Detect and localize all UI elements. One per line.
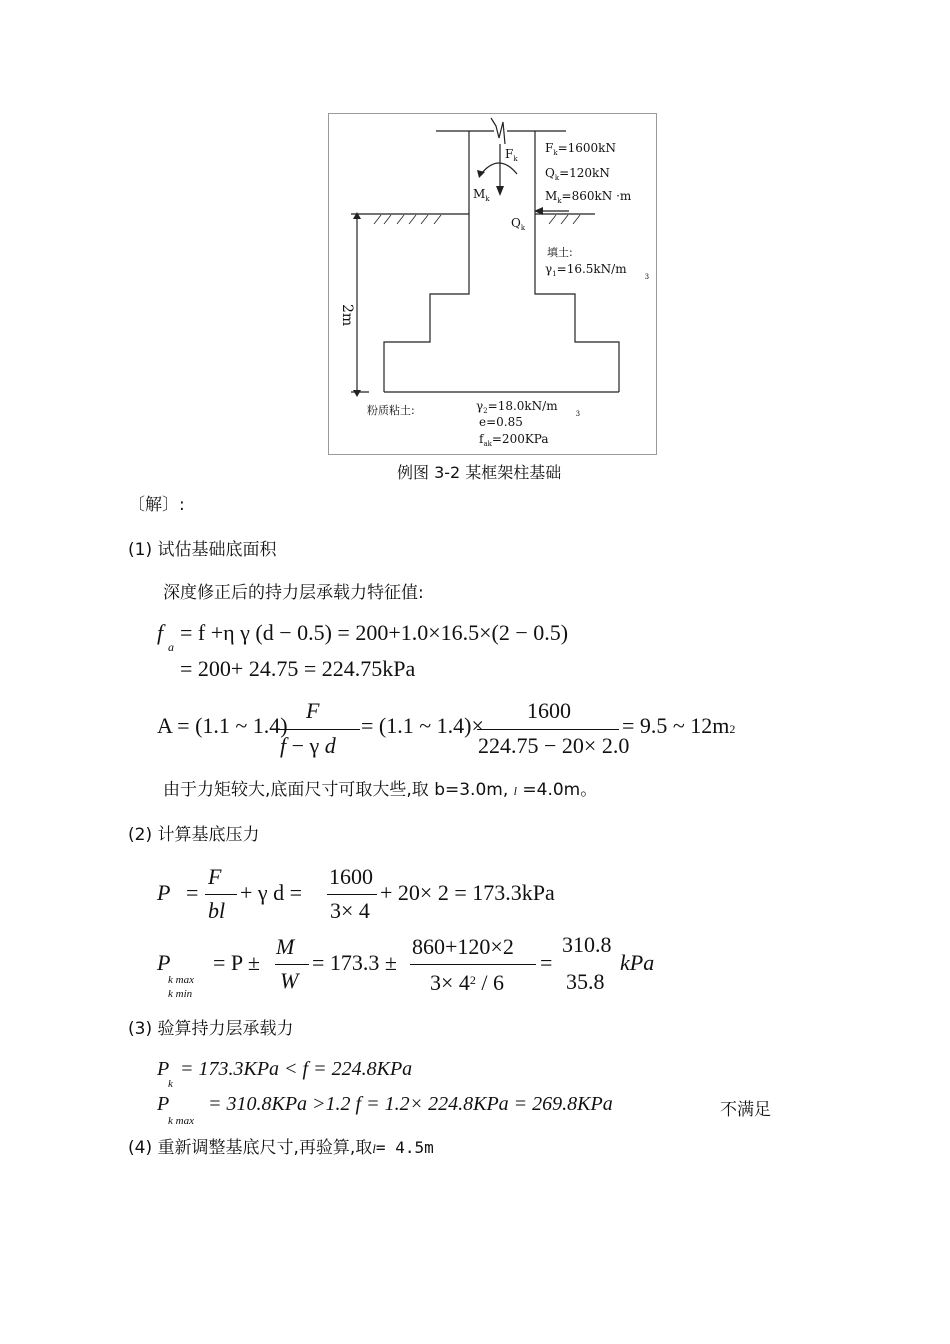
- depth-label: 2m: [339, 304, 355, 327]
- figure-caption: 例图 3-2 某框架柱基础: [397, 463, 562, 482]
- check2-eq: = 310.8KPa >1.2 f = 1.2× 224.8KPa = 269.8KPa: [208, 1093, 613, 1115]
- check2-sub: k max: [168, 1115, 194, 1127]
- verdict-label: 不满足: [720, 1100, 771, 1120]
- gamma1-label: $\gamma_1=16.5kN/m_3$: [545, 262, 650, 281]
- pmax-sub: k max: [168, 974, 194, 986]
- pk-bl: bl: [208, 898, 226, 923]
- pk-num: 1600: [329, 864, 373, 889]
- step1-intro: 深度修正后的持力层承载力特征值:: [163, 583, 424, 603]
- pk-equals: =: [186, 880, 199, 905]
- pk-tail: + 20× 2 = 173.3kPa: [380, 880, 555, 905]
- pmax-mid2: = 173.3 ±: [312, 950, 397, 975]
- pk-den: 3× 4: [330, 898, 370, 923]
- step2-heading: (2) 计算基底压力: [128, 825, 260, 845]
- step1-heading: (1) 试估基础底面积: [128, 540, 277, 560]
- mk-arrow-label: $M_k$: [473, 187, 490, 203]
- pmax-M: M: [276, 934, 295, 959]
- check2-symbol: P: [157, 1093, 170, 1115]
- check1-eq: = 173.3KPa < f = 224.8KPa: [180, 1058, 413, 1080]
- pk-eq: + γ d =: [240, 880, 303, 905]
- eq-area-fraction-bar-1: [278, 729, 360, 730]
- eq-area-den1: f − γ d: [280, 733, 336, 758]
- foundation-figure: [328, 113, 657, 455]
- mk-value-label: $M_k=860kN \cdot m$: [545, 189, 632, 205]
- size-note: 由于力矩较大,底面尺寸可取大些,取 b=3.0m, l =4.0m。: [163, 780, 598, 800]
- pk-fraction-bar-2: [327, 894, 377, 895]
- check1-sub: k: [168, 1078, 173, 1090]
- pmax-W: W: [280, 968, 299, 993]
- fa-symbol: f: [157, 620, 164, 645]
- eq-area-left: A = (1.1 ~ 1.4): [157, 713, 288, 738]
- pmax-eq: =: [540, 950, 553, 975]
- step4-heading: (4) 重新调整基底尺寸,再验算,取l= 4.5m: [128, 1138, 434, 1158]
- fill-label: 填土:: [547, 246, 573, 259]
- pmin-sub: k min: [168, 988, 193, 1000]
- eq-area-F: F: [306, 698, 320, 723]
- fa-subscript: a: [168, 640, 174, 654]
- eq-area-mid: = (1.1 ~ 1.4)×: [361, 713, 484, 738]
- eq-area-den2: 224.75 − 20× 2.0: [478, 733, 630, 758]
- pmax-top: 310.8: [562, 932, 612, 957]
- fk-arrow-label: $F_k$: [505, 147, 518, 163]
- pmax-fraction-bar-2: [410, 964, 536, 965]
- check1-symbol: P: [157, 1058, 170, 1080]
- eq-fa-line2: = 200+ 24.75 = 224.75kPa: [180, 656, 416, 681]
- eq-fa-line1: = f +η γ (d − 0.5) = 200+1.0×16.5×(2 − 0.5): [180, 620, 569, 645]
- fk-value-label: $F_k=1600kN$: [545, 141, 616, 157]
- fak-label: $f_{ak}=200KPa$: [479, 432, 549, 448]
- eq-area-fraction-bar-2: [477, 729, 619, 730]
- pmax-den: $3\times 4^2 / 6$: [430, 970, 505, 995]
- pmax-fraction-bar-1: [275, 964, 309, 965]
- pmax-mid: = P ±: [213, 950, 260, 975]
- qk-arrow-label: $Q_k$: [511, 216, 526, 232]
- eq-area-right: = 9.5 ~ 12m2: [622, 713, 736, 738]
- pmax-unit: kPa: [620, 950, 655, 975]
- pmax-bot: 35.8: [566, 969, 605, 994]
- pmax-num: 860+120×2: [412, 934, 514, 959]
- pk-fraction-bar-1: [205, 894, 237, 895]
- pmax-symbol: P: [157, 950, 171, 975]
- gamma2-label: $\gamma_2=18.0kN/m_3$: [476, 399, 581, 418]
- pk-symbol: P: [157, 880, 171, 905]
- step3-heading: (3) 验算持力层承载力: [128, 1019, 294, 1039]
- soil-label: 粉质粘土:: [367, 404, 415, 417]
- void-ratio-label: e=0.85: [479, 415, 523, 429]
- solution-label: 〔解〕:: [128, 495, 185, 515]
- pk-F: F: [208, 864, 222, 889]
- qk-value-label: $Q_k=120kN$: [545, 166, 610, 182]
- eq-area-num2: 1600: [527, 698, 571, 723]
